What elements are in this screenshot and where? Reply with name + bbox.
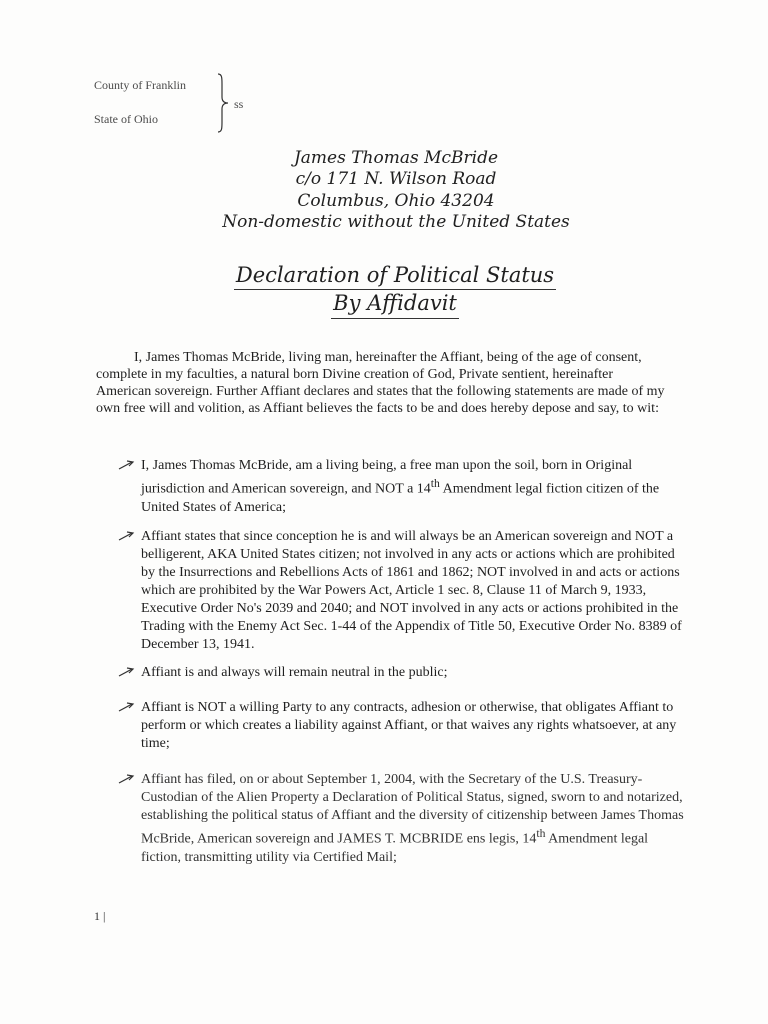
address-line-1: c/o 171 N. Wilson Road: [295, 169, 497, 190]
arrow-marker-icon: [117, 459, 135, 471]
address-line-2: Columbus, Ohio 43204: [297, 190, 495, 211]
arrow-marker-icon: [117, 530, 135, 542]
item-5-text-after: Amendment legal fiction, transmitting utility via Certified Mail;: [141, 831, 649, 865]
affiant-name: James Thomas McBride: [293, 148, 499, 168]
item-1-text-before: I, James Thomas McBride, am a living being, a free man upon the soil, born in Original jurisdiction and American sovereign, and NOT a 14: [141, 458, 633, 497]
declaration-item-text: Affiant is NOT a willing Party to any contracts, adhesion or otherwise, that obligates Affiant to perform or which creates a liability against Affiant, or that waives any rights whatsoever, at any time;: [141, 700, 677, 751]
ss-label: ss: [234, 97, 244, 111]
declaration-item-text: Affiant states that since conception he is and will always be an American sovereign and NOT a belligerent, AKA United States citizen; not involved in any acts or actions which are prohibited by the Insurrections and Rebellions Acts of 1861 and 1862; NOT involved in and acts or actions which are prohibited by the War Powers Act, Article 1 sec. 8, Clause 11 of March 9, 1933, Executive Order No's 2039 and 2040; and NOT involved in any acts or actions prohibited in the Trading with the Enemy Act Sec. 1-44 of the Appendix of Title 50, Executive Order No. 8389 of December 13, 1941.: [141, 529, 682, 652]
state-label: State of Ohio: [94, 112, 158, 126]
declaration-item-text: [141, 771, 689, 867]
intro-text: I, James Thomas McBride, living man, hereinafter the Affiant, being of the age of consent, complete in my faculties, a natural born Divine creation of God, Private sentient, hereinafter American sovereign. Further Affiant declares and states that the following statements are made of my own free will and volition, as Affiant believes the facts to be and does hereby depose and say, to wit:: [96, 350, 665, 416]
document-title-line-1: Declaration of Political Status: [234, 262, 556, 290]
item-1-superscript: th: [430, 477, 440, 490]
status-line: Non-domestic without the United States: [222, 211, 570, 232]
item-5-superscript: th: [536, 827, 546, 840]
arrow-marker-icon: [117, 666, 135, 678]
item-1-text-after: Amendment legal fiction citizen of the United States of America;: [141, 481, 660, 515]
arrow-marker-icon: [117, 701, 135, 713]
document-title-line-2: By Affidavit: [331, 290, 459, 318]
declaration-item-text: [141, 457, 689, 517]
county-label: County of Franklin: [94, 78, 186, 92]
arrow-marker-icon: [117, 773, 135, 785]
page-number: 1 |: [94, 909, 106, 923]
declaration-item-text: Affiant is and always will remain neutral in the public;: [141, 665, 448, 680]
item-5-text-before: Affiant has filed, on or about September 1, 2004, with the Secretary of the U.S. Treasury-Custodian of the Alien Property a Declaration of Political Status, signed, sworn to and notarized, establishing the political status of Affiant and the diversity of citizenship between James Thomas McBride, American sovereign and JAMES T. MCBRIDE ens legis, 14: [141, 772, 684, 847]
